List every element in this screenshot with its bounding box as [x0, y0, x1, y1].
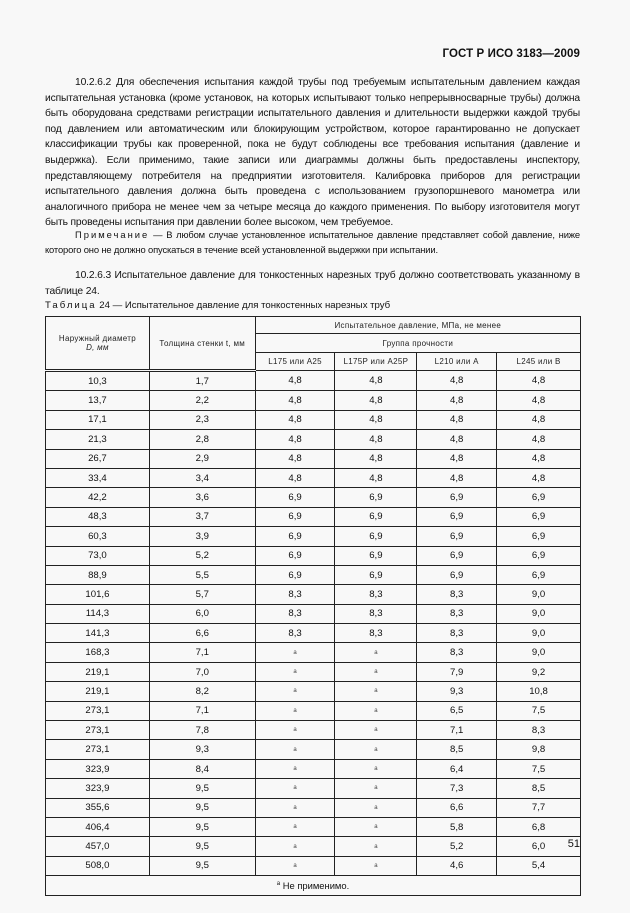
- table-cell: 6,9: [497, 507, 581, 526]
- table-cell: 6,9: [497, 527, 581, 546]
- header-test-pressure: Испытательное давление, МПа, не менее: [255, 317, 580, 334]
- table-cell: 273,1: [46, 721, 150, 740]
- table-cell: 4,8: [497, 410, 581, 429]
- table-row: [46, 507, 581, 526]
- table-cell: 60,3: [46, 527, 150, 546]
- table-row: [46, 701, 581, 720]
- table-cell: a: [255, 721, 335, 740]
- header-grade: L175 или A25: [255, 353, 335, 371]
- table-cell: 6,0: [497, 837, 581, 856]
- table-cell: 4,8: [255, 468, 335, 487]
- table-cell: 168,3: [46, 643, 150, 662]
- table-cell: a: [255, 662, 335, 681]
- header-wall-thickness: Толщина стенки t, мм: [149, 317, 255, 371]
- table-cell: 323,9: [46, 759, 150, 778]
- table-cell: 8,3: [417, 624, 497, 643]
- paragraph-10-2-6-3: 10.2.6.3 Испытательное давление для тонкостенных нарезных труб должно соответствовать указанному в таблице 24.: [45, 270, 580, 297]
- table-cell: 73,0: [46, 546, 150, 565]
- table-cell: 4,8: [417, 391, 497, 410]
- table-row: [46, 837, 581, 856]
- table-cell: 6,4: [417, 759, 497, 778]
- note-label: Примечание: [75, 229, 150, 240]
- table-cell: 9,3: [417, 682, 497, 701]
- table-cell: 273,1: [46, 701, 150, 720]
- table-cell: 3,7: [149, 507, 255, 526]
- table-cell: 88,9: [46, 565, 150, 584]
- table-cell: 4,8: [497, 371, 581, 391]
- table-cell: 4,8: [335, 468, 417, 487]
- table-cell: 4,8: [335, 371, 417, 391]
- table-cell: 5,5: [149, 565, 255, 584]
- table-row: [46, 527, 581, 546]
- table-cell: 9,5: [149, 837, 255, 856]
- table-cell: 1,7: [149, 371, 255, 391]
- pressure-table: [45, 316, 581, 896]
- table-cell: 8,3: [417, 585, 497, 604]
- table-cell: 8,4: [149, 759, 255, 778]
- table-caption-label: Таблица: [45, 300, 97, 311]
- table-cell: 6,9: [335, 527, 417, 546]
- table-cell: 7,7: [497, 798, 581, 817]
- table-cell: 9,5: [149, 779, 255, 798]
- table-cell: a: [335, 740, 417, 759]
- table-cell: 141,3: [46, 624, 150, 643]
- table-cell: 4,8: [417, 371, 497, 391]
- table-cell: 6,9: [255, 527, 335, 546]
- table-cell: 7,0: [149, 662, 255, 681]
- note: [45, 227, 580, 258]
- table-row: [46, 430, 581, 449]
- table-cell: 4,8: [497, 391, 581, 410]
- table-cell: 355,6: [46, 798, 150, 817]
- paragraph-10-2-6-2: 10.2.6.2 Для обеспечения испытания каждой трубы под требуемым испытательным давлением каждая испытательная установка (кроме установок, на которых испытывают только непрерывносварные трубы) должна быть оборудована средствами регистрации испытательного давления и длительности выдержки каждой трубы под давлением или автоматическим или блокирующим устройством, которое гарантированно не допускает классификации трубы как проверенной, пока не будут соблюдены все требования испытания (давление и выдержка). Если применимо, такие записи или диаграммы должны быть предоставлены инспектору, представляющему потребителя на предприятии изготовителя. Калибровка приборов для регистрации испытательного давления должна быть проведена с использованием грузопоршневого манометра или аналогичного прибора не менее чем за четыре месяца до каждого применения. По выбору изготовителя могут быть проведены испытания при давлении более высоком, чем требуемое.: [45, 77, 580, 229]
- table-cell: 17,1: [46, 410, 150, 429]
- table-cell: a: [335, 682, 417, 701]
- table-cell: 4,8: [335, 430, 417, 449]
- table-cell: 4,8: [417, 430, 497, 449]
- table-row: [46, 391, 581, 410]
- table-cell: 7,5: [497, 701, 581, 720]
- table-cell: a: [335, 856, 417, 875]
- table-cell: 5,7: [149, 585, 255, 604]
- table-cell: 7,9: [417, 662, 497, 681]
- table-cell: 6,9: [255, 565, 335, 584]
- table-row: [46, 604, 581, 623]
- table-row: [46, 488, 581, 507]
- table-cell: 6,8: [497, 817, 581, 836]
- table-cell: 9,5: [149, 817, 255, 836]
- header-outer-diameter: Наружный диаметр D, мм: [46, 317, 150, 371]
- table-cell: 9,3: [149, 740, 255, 759]
- table-cell: a: [335, 701, 417, 720]
- table-row: [46, 682, 581, 701]
- document-header: ГОСТ Р ИСО 3183—2009: [442, 48, 580, 60]
- table-cell: 6,5: [417, 701, 497, 720]
- table-cell: 4,8: [335, 410, 417, 429]
- table-cell: 5,2: [149, 546, 255, 565]
- table-row: [46, 798, 581, 817]
- table-cell: 6,6: [149, 624, 255, 643]
- table-cell: 6,0: [149, 604, 255, 623]
- table-cell: 10,3: [46, 371, 150, 391]
- table-cell: 4,8: [335, 449, 417, 468]
- table-cell: 7,1: [149, 643, 255, 662]
- table-cell: 2,9: [149, 449, 255, 468]
- table-row: [46, 856, 581, 875]
- table-cell: 6,9: [417, 527, 497, 546]
- table-body: [46, 371, 581, 876]
- table-cell: 4,8: [255, 430, 335, 449]
- table-cell: a: [255, 798, 335, 817]
- table-row: [46, 740, 581, 759]
- table-cell: 9,0: [497, 643, 581, 662]
- table-cell: a: [255, 817, 335, 836]
- page-number: 51: [567, 838, 580, 850]
- table-cell: 9,8: [497, 740, 581, 759]
- table-cell: 9,0: [497, 585, 581, 604]
- header-strength-group: Группа прочности: [255, 334, 580, 353]
- header-grade: L245 или B: [497, 353, 581, 371]
- table-cell: 4,8: [255, 410, 335, 429]
- table-cell: 33,4: [46, 468, 150, 487]
- table-row: [46, 410, 581, 429]
- table-cell: 48,3: [46, 507, 150, 526]
- note-text: — В любом случае установленное испытательное давление представляет собой давление, ниже которого оно не должно опускаться в течение всей установленной выдержки при испытании.: [45, 229, 580, 256]
- table-cell: a: [335, 662, 417, 681]
- table-cell: a: [255, 759, 335, 778]
- table-cell: 6,9: [417, 488, 497, 507]
- table-cell: 4,8: [417, 410, 497, 429]
- table-row: [46, 759, 581, 778]
- table-cell: 7,1: [149, 701, 255, 720]
- table-cell: a: [255, 701, 335, 720]
- table-cell: 4,8: [417, 468, 497, 487]
- table-cell: 10,8: [497, 682, 581, 701]
- table-cell: 4,8: [255, 391, 335, 410]
- table-cell: 9,5: [149, 856, 255, 875]
- table-cell: a: [255, 682, 335, 701]
- table-cell: 6,9: [335, 565, 417, 584]
- table-caption-text: 24 — Испытательное давление для тонкостенных нарезных труб: [96, 300, 391, 311]
- table-cell: 406,4: [46, 817, 150, 836]
- table-cell: 6,9: [255, 507, 335, 526]
- table-cell: 8,3: [335, 624, 417, 643]
- table-cell: a: [335, 759, 417, 778]
- table-cell: 114,3: [46, 604, 150, 623]
- table-cell: 273,1: [46, 740, 150, 759]
- table-cell: 8,3: [417, 604, 497, 623]
- table-row: [46, 721, 581, 740]
- table-cell: 5,8: [417, 817, 497, 836]
- table-cell: a: [335, 643, 417, 662]
- table-cell: 457,0: [46, 837, 150, 856]
- table-cell: a: [255, 779, 335, 798]
- table-cell: 9,5: [149, 798, 255, 817]
- table-row: [46, 624, 581, 643]
- table-cell: a: [335, 721, 417, 740]
- table-cell: 8,3: [255, 585, 335, 604]
- table-cell: 6,9: [335, 546, 417, 565]
- table-cell: 8,3: [335, 604, 417, 623]
- table-cell: 6,6: [417, 798, 497, 817]
- header-grade: L210 или A: [417, 353, 497, 371]
- table-cell: 6,9: [255, 546, 335, 565]
- table-cell: 3,6: [149, 488, 255, 507]
- table-caption: [45, 300, 390, 311]
- table-cell: 4,8: [497, 468, 581, 487]
- table-cell: 6,9: [335, 507, 417, 526]
- table-cell: 8,5: [497, 779, 581, 798]
- table-cell: 6,9: [335, 488, 417, 507]
- table-cell: 8,3: [255, 624, 335, 643]
- table-cell: 4,8: [417, 449, 497, 468]
- table-row: [46, 817, 581, 836]
- table-row: [46, 662, 581, 681]
- table-cell: 101,6: [46, 585, 150, 604]
- table-row: [46, 546, 581, 565]
- table-cell: 3,4: [149, 468, 255, 487]
- table-cell: a: [255, 856, 335, 875]
- table-cell: 5,4: [497, 856, 581, 875]
- table-cell: a: [255, 740, 335, 759]
- table-cell: 4,8: [335, 391, 417, 410]
- table-cell: 4,6: [417, 856, 497, 875]
- table-cell: 26,7: [46, 449, 150, 468]
- table-cell: a: [255, 837, 335, 856]
- table-cell: 7,5: [497, 759, 581, 778]
- table-cell: 8,3: [255, 604, 335, 623]
- table-cell: 6,9: [497, 565, 581, 584]
- table-cell: a: [335, 837, 417, 856]
- table-cell: 3,9: [149, 527, 255, 546]
- table-cell: 7,8: [149, 721, 255, 740]
- table-cell: 9,0: [497, 604, 581, 623]
- table-cell: 9,2: [497, 662, 581, 681]
- table-cell: 6,9: [497, 546, 581, 565]
- table-cell: 8,5: [417, 740, 497, 759]
- table-cell: a: [335, 817, 417, 836]
- table-cell: 13,7: [46, 391, 150, 410]
- table-cell: a: [335, 779, 417, 798]
- table-cell: 4,8: [497, 449, 581, 468]
- table-cell: 8,2: [149, 682, 255, 701]
- table-cell: 6,9: [255, 488, 335, 507]
- table-cell: 219,1: [46, 662, 150, 681]
- table-cell: a: [335, 798, 417, 817]
- table-row: [46, 371, 581, 391]
- table-cell: a: [255, 643, 335, 662]
- table-cell: 2,3: [149, 410, 255, 429]
- table-cell: 9,0: [497, 624, 581, 643]
- table-row: [46, 643, 581, 662]
- table-cell: 508,0: [46, 856, 150, 875]
- header-grade: L175P или A25P: [335, 353, 417, 371]
- table-cell: 8,3: [335, 585, 417, 604]
- table-cell: 21,3: [46, 430, 150, 449]
- table-cell: 8,3: [497, 721, 581, 740]
- table-row: [46, 449, 581, 468]
- table-cell: 42,2: [46, 488, 150, 507]
- table-cell: 323,9: [46, 779, 150, 798]
- table-cell: 6,9: [417, 546, 497, 565]
- table-cell: 4,8: [497, 430, 581, 449]
- table-cell: 2,2: [149, 391, 255, 410]
- table-cell: 6,9: [417, 507, 497, 526]
- table-footnote: $^a$ Не применимо.: [46, 876, 581, 895]
- table-cell: 7,1: [417, 721, 497, 740]
- table-row: [46, 565, 581, 584]
- table-row: [46, 585, 581, 604]
- table-row: [46, 779, 581, 798]
- table-cell: 2,8: [149, 430, 255, 449]
- table-row: [46, 468, 581, 487]
- table-cell: 7,3: [417, 779, 497, 798]
- table-cell: 4,8: [255, 449, 335, 468]
- table-cell: 5,2: [417, 837, 497, 856]
- table-cell: 6,9: [497, 488, 581, 507]
- table-cell: 219,1: [46, 682, 150, 701]
- table-cell: 8,3: [417, 643, 497, 662]
- table-cell: 6,9: [417, 565, 497, 584]
- table-cell: 4,8: [255, 371, 335, 391]
